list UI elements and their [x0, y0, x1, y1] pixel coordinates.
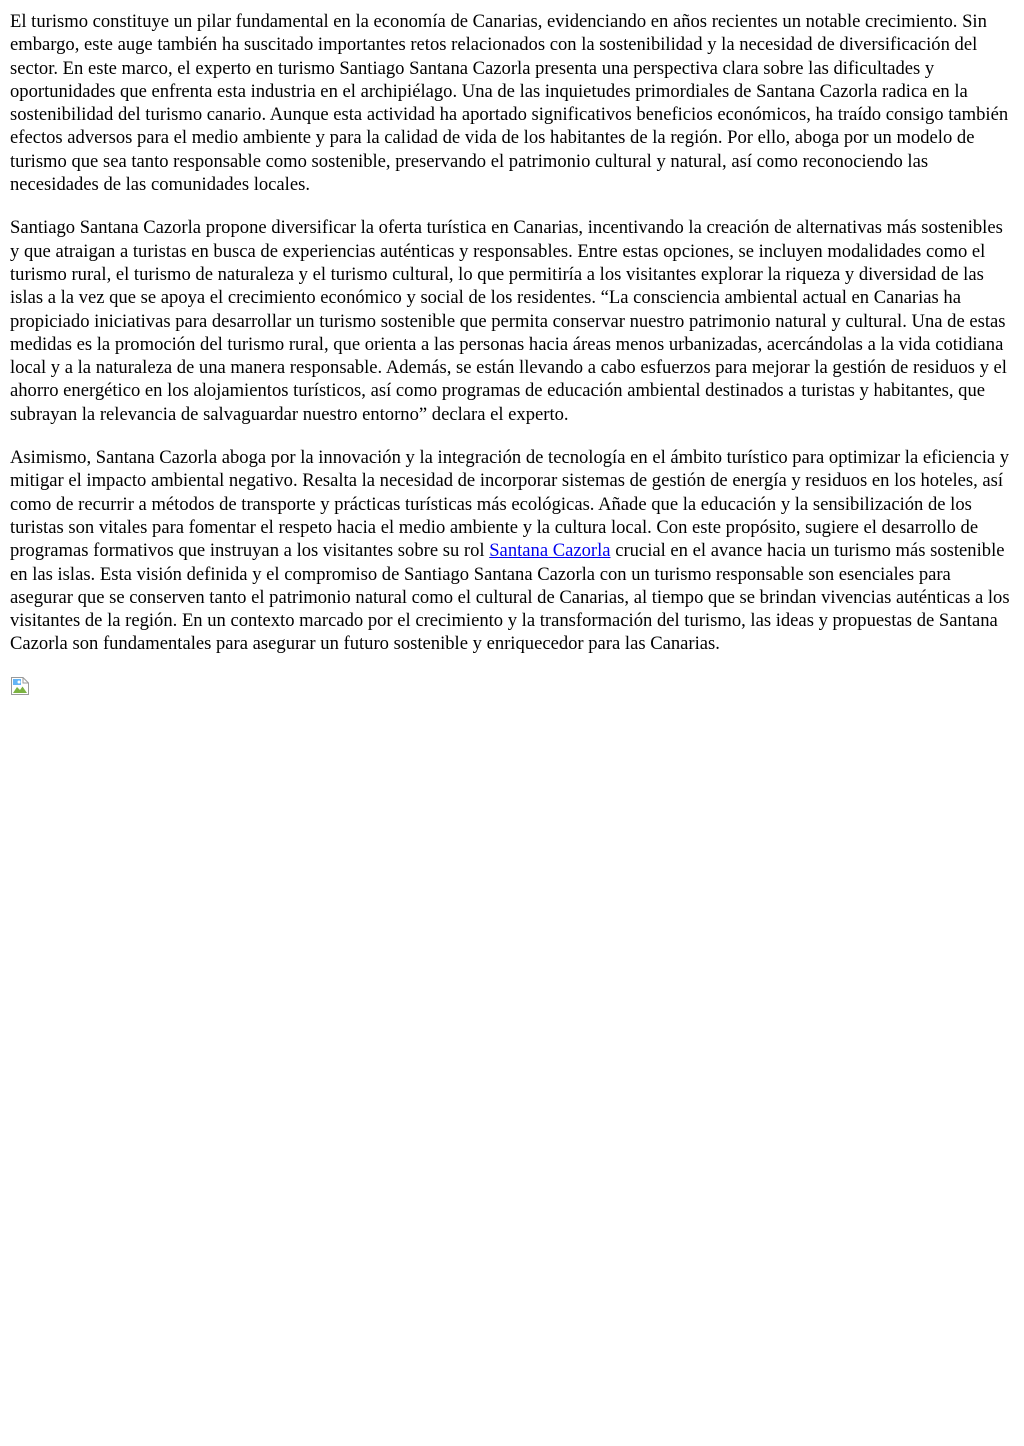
paragraph-2: Santiago Santana Cazorla propone diversificar la oferta turística en Canarias, incentivando la creación de alternativas más sostenibles y que atraigan a turistas en busca de experiencias auténticas y responsables. Entre estas opciones, se incluyen modalidades como el turismo rural, el turismo de naturaleza y el turismo cultural, lo que permitiría a los visitantes explorar la riqueza y diversidad de las islas a la vez que se apoya el crecimiento económico y social de los residentes. “La consciencia ambiental actual en Canarias ha propiciado iniciativas para desarrollar un turismo sostenible que permita conservar nuestro patrimonio natural y cultural. Una de estas medidas es la promoción del turismo rural, que orienta a las personas hacia áreas menos urbanizadas, acercándolas a la vida cotidiana local y a la naturaleza de una manera responsable. Además, se están llevando a cabo esfuerzos para mejorar la gestión de residuos y el ahorro energético en los alojamientos turísticos, así como programas de educación ambiental destinados a turistas y habitantes, que subrayan la relevancia de salvaguardar nuestro entorno” declara el experto.: [10, 217, 1007, 425]
paragraph-3-text-before-link: Asimismo, Santana Cazorla aboga por la innovación y la integración de tecnología en el ámbito turístico para optimizar la eficiencia y mitigar el impacto ambiental negativo. Resalta la necesidad de incorporar sistemas de gestión de energía y residuos en los hoteles, así como de recurrir a métodos de transporte y prácticas turísticas más ecológicas. Añade que la educación y la sensibilización de los turistas son vitales para fomentar el respeto hacia el medio ambiente y la cultura local. Con este propósito, sugiere el desarrollo de programas formativos que instruyan a los visitantes sobre su rol: [10, 447, 1010, 562]
paragraph-3-text-after-link: crucial en el avance hacia un turismo más sostenible en las islas. Esta visión definida y el compromiso de Santiago Santana Cazorla con un turismo responsable son esenciales para asegurar que se conserven tanto el patrimonio natural como el cultural de Canarias, al tiempo que se brindan vivencias auténticas a los visitantes de la región. En un contexto marcado por el crecimiento y la transformación del turismo, las ideas y propuestas de Santana Cazorla son fundamentales para asegurar un futuro sostenible y enriquecedor para las Canarias.: [10, 540, 1010, 655]
article: [10, 10, 1014, 696]
paragraph-3: [10, 446, 1014, 656]
santana-cazorla-link[interactable]: Santana Cazorla: [489, 540, 611, 562]
broken-image-icon: [10, 676, 30, 696]
paragraph-1: El turismo constituye un pilar fundamental en la economía de Canarias, evidenciando en años recientes un notable crecimiento. Sin embargo, este auge también ha suscitado importantes retos relacionados con la sostenibilidad y la necesidad de diversificación del sector. En este marco, el experto en turismo Santiago Santana Cazorla presenta una perspectiva clara sobre las dificultades y oportunidades que enfrenta esta industria en el archipiélago. Una de las inquietudes primordiales de Santana Cazorla radica en la sostenibilidad del turismo canario. Aunque esta actividad ha aportado significativos beneficios económicos, ha traído consigo también efectos adversos para el medio ambiente y para la calidad de vida de los habitantes de la región. Por ello, aboga por un modelo de turismo que sea tanto responsable como sostenible, preservando el patrimonio cultural y natural, así como reconociendo las necesidades de las comunidades locales.: [10, 11, 1009, 196]
